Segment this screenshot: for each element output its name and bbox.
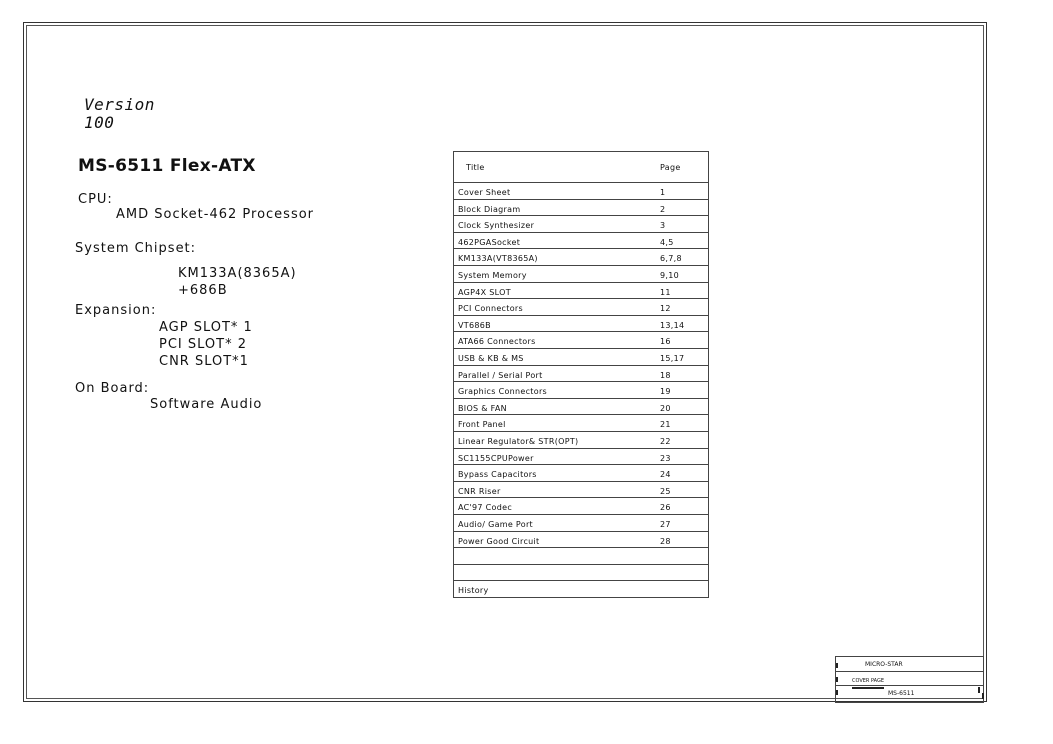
toc-row-title: PCI Connectors: [458, 304, 523, 314]
title-block-mark: [978, 687, 980, 693]
expansion-agp: AGP SLOT* 1: [159, 320, 253, 335]
toc-row-page: 3: [660, 221, 666, 231]
toc-row: [454, 548, 708, 565]
toc-row-page: 27: [660, 520, 671, 529]
cpu-value: AMD Socket-462 Processor: [116, 207, 315, 222]
toc-header: [454, 152, 708, 183]
expansion-cnr: CNR SLOT*1: [159, 354, 249, 369]
toc-row-page: 15,17: [660, 354, 685, 363]
version-label: Version: [84, 95, 155, 114]
onboard-value: Software Audio: [150, 397, 263, 412]
toc-row-page: 6,7,8: [660, 254, 682, 264]
toc-row: [454, 482, 708, 499]
toc-row-title: AGP4X SLOT: [458, 287, 511, 297]
title-block-sheet: COVER PAGE: [852, 678, 885, 684]
toc-row-title: Graphics Connectors: [458, 387, 548, 397]
toc-row-page: 23: [660, 453, 671, 463]
title-block-divider-2: [836, 685, 983, 686]
toc-row-title: Bypass Capacitors: [458, 470, 537, 480]
toc-row-page: 13,14: [660, 320, 685, 330]
toc-row-title: Block Diagram: [458, 204, 521, 214]
toc-row-title: KM133A(VT8365A): [458, 254, 538, 264]
toc-history-label: History: [458, 586, 489, 595]
title-block-company: MICRO-STAR: [865, 661, 903, 668]
toc-row: [454, 316, 708, 333]
toc-row-title: Audio/ Game Port: [458, 520, 533, 529]
toc-row-title: Parallel / Serial Port: [458, 370, 543, 380]
toc-row: [454, 249, 708, 266]
chipset-value-1: KM133A(8365A): [178, 266, 297, 281]
toc-row-page: 20: [660, 403, 671, 413]
toc-row: [454, 515, 708, 532]
toc-row: [454, 532, 708, 549]
expansion-pci: PCI SLOT* 2: [159, 337, 247, 352]
toc-header-page: Page: [660, 163, 681, 172]
toc-row-page: 24: [660, 470, 671, 480]
toc-row: [454, 332, 708, 349]
title-block-divider-1: [836, 671, 983, 672]
toc-row-title: Clock Synthesizer: [458, 221, 535, 231]
toc-row-title: ATA66 Connectors: [458, 337, 536, 347]
toc-row: [454, 349, 708, 366]
toc-row: [454, 382, 708, 399]
toc-row: [454, 183, 708, 200]
cpu-label: CPU:: [78, 192, 113, 207]
toc-row-title: SC1155CPUPower: [458, 453, 534, 463]
toc-row-title: BIOS & FAN: [458, 403, 507, 413]
title-block-mark: [836, 663, 838, 668]
toc-header-title: Title: [466, 163, 485, 172]
toc-row: [454, 415, 708, 432]
toc-row-title: CNR Riser: [458, 486, 501, 496]
toc-row-page: 2: [660, 204, 666, 214]
board-title: MS-6511 Flex-ATX: [78, 156, 256, 176]
toc-row-page: 19: [660, 387, 671, 397]
toc-row: [454, 283, 708, 300]
title-block-model: MS-6511: [888, 690, 915, 697]
chipset-value-2: +686B: [178, 283, 228, 298]
toc-row-page: 16: [660, 337, 671, 347]
toc-row-page: 26: [660, 503, 671, 513]
version-number: 100: [84, 113, 115, 132]
toc-row-title: Power Good Circuit: [458, 536, 540, 546]
toc-row: [454, 449, 708, 466]
toc-row-page: 9,10: [660, 271, 680, 280]
toc-row-page: 18: [660, 370, 671, 380]
toc-row-page: 11: [660, 287, 671, 297]
toc-row: [454, 498, 708, 515]
toc-row: [454, 465, 708, 482]
toc-row: [454, 266, 708, 283]
toc-row: [454, 233, 708, 250]
chipset-label: System Chipset:: [75, 241, 197, 256]
expansion-label: Expansion:: [75, 303, 157, 318]
title-block: [835, 656, 984, 703]
version-block: [84, 96, 155, 132]
toc-row-title: Linear Regulator& STR(OPT): [458, 437, 579, 446]
toc-row-page: 25: [660, 486, 671, 496]
title-block-mark: [982, 693, 984, 699]
toc-row: [454, 366, 708, 383]
toc-row-page: 21: [660, 420, 671, 430]
title-block-mark: [836, 677, 838, 682]
toc-row: [454, 565, 708, 582]
toc-row: [454, 200, 708, 217]
toc-row: [454, 216, 708, 233]
toc-row-title: USB & KB & MS: [458, 354, 524, 363]
toc-row-title: VT686B: [458, 320, 491, 330]
toc-row: [454, 299, 708, 316]
toc-row-title: AC'97 Codec: [458, 503, 513, 513]
toc-row-page: 12: [660, 304, 671, 314]
toc-row-title: 462PGASocket: [458, 237, 521, 247]
onboard-label: On Board:: [75, 381, 150, 396]
title-block-mark: [836, 690, 838, 695]
toc-row-title: Cover Sheet: [458, 188, 511, 197]
table-of-contents: [453, 151, 709, 598]
toc-row-page: 4,5: [660, 237, 674, 247]
toc-row-page: 22: [660, 437, 671, 446]
toc-row-page: 1: [660, 188, 666, 197]
toc-row-title: System Memory: [458, 271, 527, 280]
toc-row-page: 28: [660, 536, 671, 546]
toc-row-title: Front Panel: [458, 420, 506, 430]
toc-row: [454, 432, 708, 449]
title-block-mark: [852, 687, 884, 689]
toc-row: [454, 399, 708, 416]
